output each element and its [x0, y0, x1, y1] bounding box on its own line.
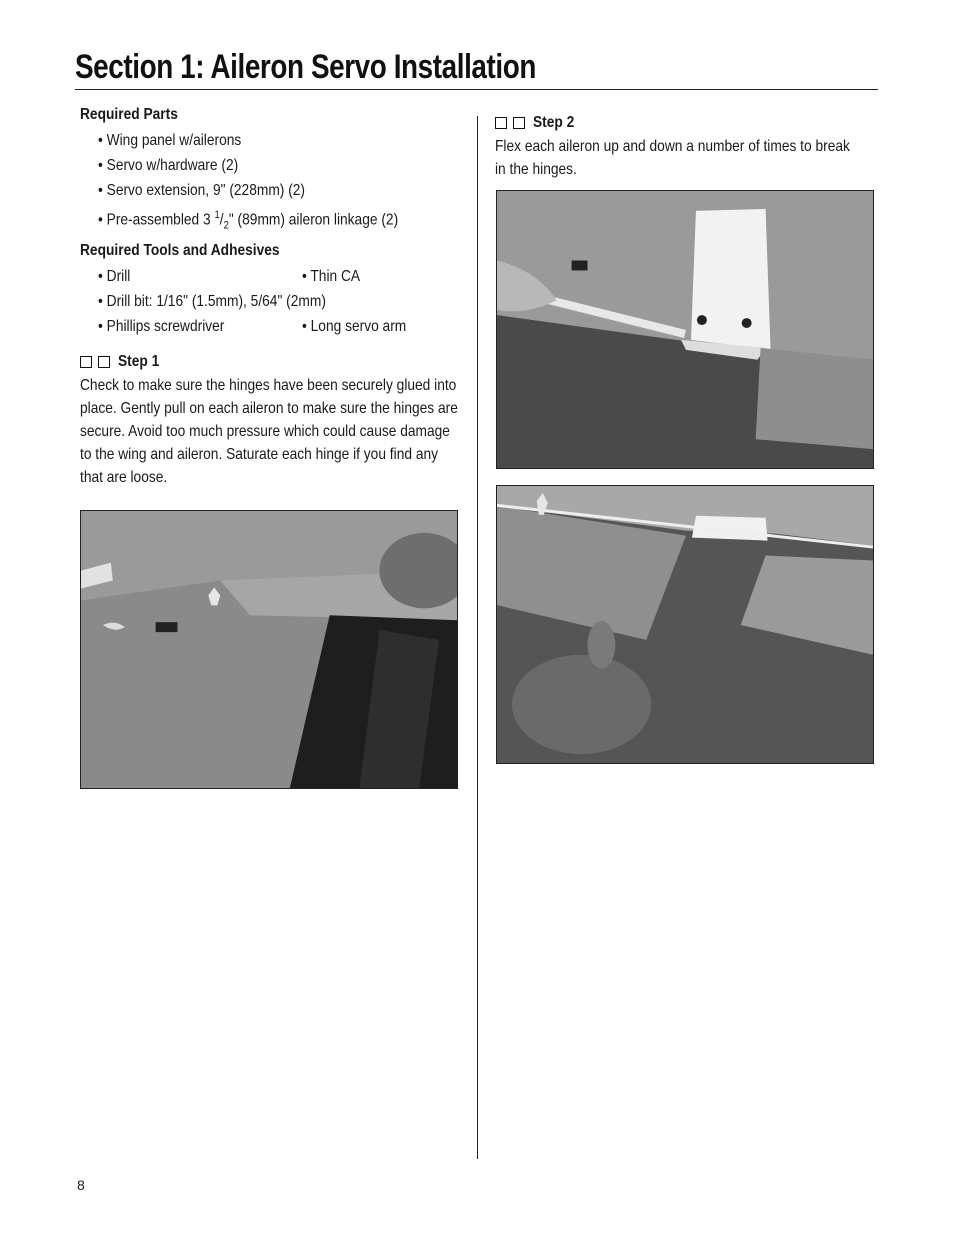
- step1-photo: [80, 510, 458, 789]
- checkbox-icon[interactable]: [495, 117, 507, 129]
- step1-heading: Step 1: [80, 353, 460, 371]
- list-item: • Wing panel w/ailerons: [98, 132, 242, 149]
- list-item: • Servo extension, 9" (228mm) (2): [98, 182, 306, 199]
- right-column: [495, 110, 875, 181]
- column-divider: [477, 116, 478, 1159]
- required-parts-list: [80, 128, 460, 232]
- list-item: • Pre-assembled 3 $^1/_2$" (89mm) aileron linkage (2): [98, 209, 399, 232]
- checkbox-icon[interactable]: [98, 356, 110, 368]
- step2-text: Flex each aileron up and down a number of times to break in the hinges.: [495, 138, 850, 178]
- step1-text: Check to make sure the hinges have been securely glued into place. Gently pull on each aileron to make sure the hinges are secure. Avoid too much pressure which could cause damage to the wing and aileron. Saturate each hinge if you find any that are loose.: [80, 377, 458, 486]
- wing-hinge-photo-image: [81, 511, 457, 788]
- page-number: 8: [77, 1177, 85, 1193]
- step2-photo-bottom: [496, 485, 874, 764]
- aileron-flex-photo-image: [497, 486, 873, 763]
- checkbox-icon[interactable]: [80, 356, 92, 368]
- list-item: • Drill bit: 1/16" (1.5mm), 5/64" (2mm): [98, 293, 326, 310]
- required-tools-heading: Required Tools and Adhesives: [80, 242, 280, 259]
- title-rule: [75, 89, 878, 90]
- checkbox-icon[interactable]: [513, 117, 525, 129]
- aileron-flex-photo-image: [497, 191, 873, 468]
- step2-photo-top: [496, 190, 874, 469]
- list-item: • Drill • Thin CA: [98, 268, 361, 285]
- required-parts-heading: Required Parts: [80, 106, 178, 123]
- page-title: Section 1: Aileron Servo Installation: [75, 48, 536, 86]
- step2-heading: Step 2: [495, 114, 875, 132]
- list-item: • Servo w/hardware (2): [98, 157, 239, 174]
- left-column: [80, 106, 460, 489]
- required-tools-list: [80, 264, 460, 339]
- list-item: • Phillips screwdriver • Long servo arm: [98, 318, 407, 335]
